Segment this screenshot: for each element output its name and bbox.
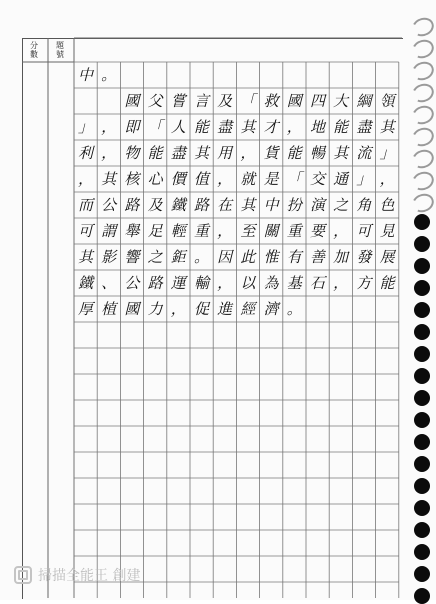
- essay-character: 物: [124, 144, 140, 162]
- essay-character: 能: [379, 274, 395, 292]
- essay-character: ，: [101, 144, 117, 162]
- binder-hole: [414, 368, 430, 384]
- binder-ring: [410, 37, 436, 61]
- essay-character: 國: [286, 92, 302, 110]
- essay-character: 嘗: [170, 92, 186, 110]
- essay-character: 影: [101, 248, 117, 266]
- essay-character: 地: [309, 118, 325, 136]
- essay-character: 就: [240, 170, 256, 188]
- essay-character: 能: [193, 118, 209, 136]
- essay-character: 父: [147, 92, 163, 110]
- binder-hole: [414, 456, 430, 472]
- essay-character: 惟: [263, 248, 279, 266]
- essay-character: ，: [379, 170, 395, 188]
- binder-hole: [414, 280, 430, 296]
- binder-hole: [414, 434, 430, 450]
- binder-ring: [410, 147, 436, 171]
- essay-character: 為: [263, 274, 279, 292]
- essay-character: 、: [101, 274, 117, 292]
- essay-character: 才: [263, 118, 279, 136]
- essay-character: 路: [193, 196, 209, 214]
- binder-hole: [414, 522, 430, 538]
- essay-character: ，: [217, 274, 233, 292]
- essay-character: 流: [356, 144, 372, 162]
- essay-character: 植: [101, 300, 117, 318]
- essay-character: 綱: [356, 92, 372, 110]
- essay-character: 。: [193, 248, 209, 266]
- essay-character: 謂: [101, 222, 117, 240]
- essay-character: 石: [309, 274, 325, 292]
- binder-hole: [414, 412, 430, 428]
- essay-character: 關: [263, 222, 279, 240]
- essay-character: ，: [217, 170, 233, 188]
- essay-character: 可: [77, 222, 93, 240]
- essay-character: 經: [240, 300, 256, 318]
- binder-ring: [410, 191, 436, 215]
- essay-character: 演: [309, 196, 325, 214]
- essay-character: 善: [309, 248, 325, 266]
- essay-character: 重: [193, 222, 209, 240]
- essay-character: 價: [170, 170, 186, 188]
- essay-character: 角: [356, 196, 372, 214]
- essay-character: 國: [124, 92, 140, 110]
- essay-character: 色: [379, 196, 395, 214]
- essay-character: 扮: [286, 196, 302, 214]
- essay-character: ，: [101, 118, 117, 136]
- binder-hole: [414, 500, 430, 516]
- binder-ring: [410, 169, 436, 193]
- essay-character: 之: [147, 248, 163, 266]
- essay-character: ，: [217, 222, 233, 240]
- essay-character: 及: [217, 92, 233, 110]
- essay-character: 通: [333, 170, 349, 188]
- essay-character: 重: [286, 222, 302, 240]
- binder-hole: [414, 258, 430, 274]
- essay-character: 「: [286, 170, 302, 188]
- binder-hole: [414, 566, 430, 582]
- essay-character: 路: [124, 196, 140, 214]
- essay-character: 國: [124, 300, 140, 318]
- essay-character: 而: [77, 196, 93, 214]
- essay-character: 言: [193, 92, 209, 110]
- essay-character: 。: [286, 300, 302, 318]
- essay-character: 用: [217, 144, 233, 162]
- essay-character: 中: [263, 196, 279, 214]
- essay-character: 在: [217, 196, 233, 214]
- essay-character: 」: [356, 170, 372, 188]
- essay-character: 盡: [170, 144, 186, 162]
- essay-character: 心: [147, 170, 163, 188]
- scanner-watermark: [14, 562, 140, 588]
- binder-hole: [414, 588, 430, 604]
- binder-hole: [414, 346, 430, 362]
- essay-character: 盡: [356, 118, 372, 136]
- essay-character: 力: [147, 300, 163, 318]
- essay-character: 及: [147, 196, 163, 214]
- essay-character: ，: [286, 118, 302, 136]
- essay-character: 要: [309, 222, 325, 240]
- essay-character: 至: [240, 222, 256, 240]
- essay-character: 見: [379, 222, 395, 240]
- essay-character: 即: [124, 118, 140, 136]
- essay-character: ，: [240, 144, 256, 162]
- essay-character: 方: [356, 274, 372, 292]
- essay-character: 進: [217, 300, 233, 318]
- binder-ring: [410, 125, 436, 149]
- essay-character: 能: [333, 118, 349, 136]
- essay-character: 之: [333, 196, 349, 214]
- essay-character: 能: [286, 144, 302, 162]
- essay-character: ，: [333, 222, 349, 240]
- essay-character: 促: [193, 300, 209, 318]
- essay-character: 人: [170, 118, 186, 136]
- essay-character: 核: [124, 170, 140, 188]
- essay-character: 輕: [170, 222, 186, 240]
- binder-hole: [414, 302, 430, 318]
- essay-character: 加: [333, 248, 349, 266]
- essay-character: 暢: [309, 144, 325, 162]
- essay-character: 厚: [77, 300, 93, 318]
- binder-hole: [414, 324, 430, 340]
- essay-character: 其: [333, 144, 349, 162]
- essay-character: 四: [309, 92, 325, 110]
- essay-character: 「: [147, 118, 163, 136]
- essay-character: 是: [263, 170, 279, 188]
- essay-character: 濟: [263, 300, 279, 318]
- essay-character: 有: [286, 248, 302, 266]
- essay-character: 利: [77, 144, 93, 162]
- essay-character: 」: [379, 144, 395, 162]
- essay-character: 其: [240, 196, 256, 214]
- essay-character: 其: [77, 248, 93, 266]
- essay-character: 發: [356, 248, 372, 266]
- essay-character: 」: [77, 118, 93, 136]
- question-number-header-label: 題號: [56, 41, 64, 59]
- essay-character: 鐵: [170, 196, 186, 214]
- essay-character: 鐵: [77, 274, 93, 292]
- binder-ring: [410, 103, 436, 127]
- scanner-app-icon: [14, 566, 32, 584]
- binder-hole: [414, 544, 430, 560]
- binder-holes: [406, 0, 436, 600]
- essay-character: 運: [170, 274, 186, 292]
- essay-character: ，: [170, 300, 186, 318]
- essay-character: 盡: [217, 118, 233, 136]
- essay-character: 交: [309, 170, 325, 188]
- binder-hole: [414, 478, 430, 494]
- essay-character: ，: [333, 274, 349, 292]
- essay-character: ，: [77, 170, 93, 188]
- watermark-text: 掃描全能王 創建: [38, 568, 141, 584]
- essay-character: 能: [147, 144, 163, 162]
- essay-character: 此: [240, 248, 256, 266]
- essay-character: 大: [333, 92, 349, 110]
- essay-character: 舉: [124, 222, 140, 240]
- binder-hole: [414, 390, 430, 406]
- essay-character: 因: [217, 248, 233, 266]
- essay-character: 。: [101, 66, 117, 84]
- essay-character: 救: [263, 92, 279, 110]
- essay-character: 中: [77, 66, 93, 84]
- essay-character: 公: [101, 196, 117, 214]
- essay-character: 公: [124, 274, 140, 292]
- essay-character: 展: [379, 248, 395, 266]
- essay-character: 其: [379, 118, 395, 136]
- essay-character: 以: [240, 274, 256, 292]
- essay-character: 值: [193, 170, 209, 188]
- essay-character: 其: [240, 118, 256, 136]
- essay-character: 其: [101, 170, 117, 188]
- essay-character: 足: [147, 222, 163, 240]
- essay-character: 貨: [263, 144, 279, 162]
- score-header-label: 分數: [30, 41, 38, 59]
- binder-ring: [410, 59, 436, 83]
- essay-character: 可: [356, 222, 372, 240]
- essay-character: 基: [286, 274, 302, 292]
- binder-ring: [410, 15, 436, 39]
- essay-character: 響: [124, 248, 140, 266]
- binder-hole: [414, 214, 430, 230]
- essay-character: 其: [193, 144, 209, 162]
- binder-ring: [410, 81, 436, 105]
- essay-character: 領: [379, 92, 395, 110]
- essay-character: 「: [240, 92, 256, 110]
- essay-character: 輸: [193, 274, 209, 292]
- binder-hole: [414, 236, 430, 252]
- essay-character: 路: [147, 274, 163, 292]
- essay-character: 鉅: [170, 248, 186, 266]
